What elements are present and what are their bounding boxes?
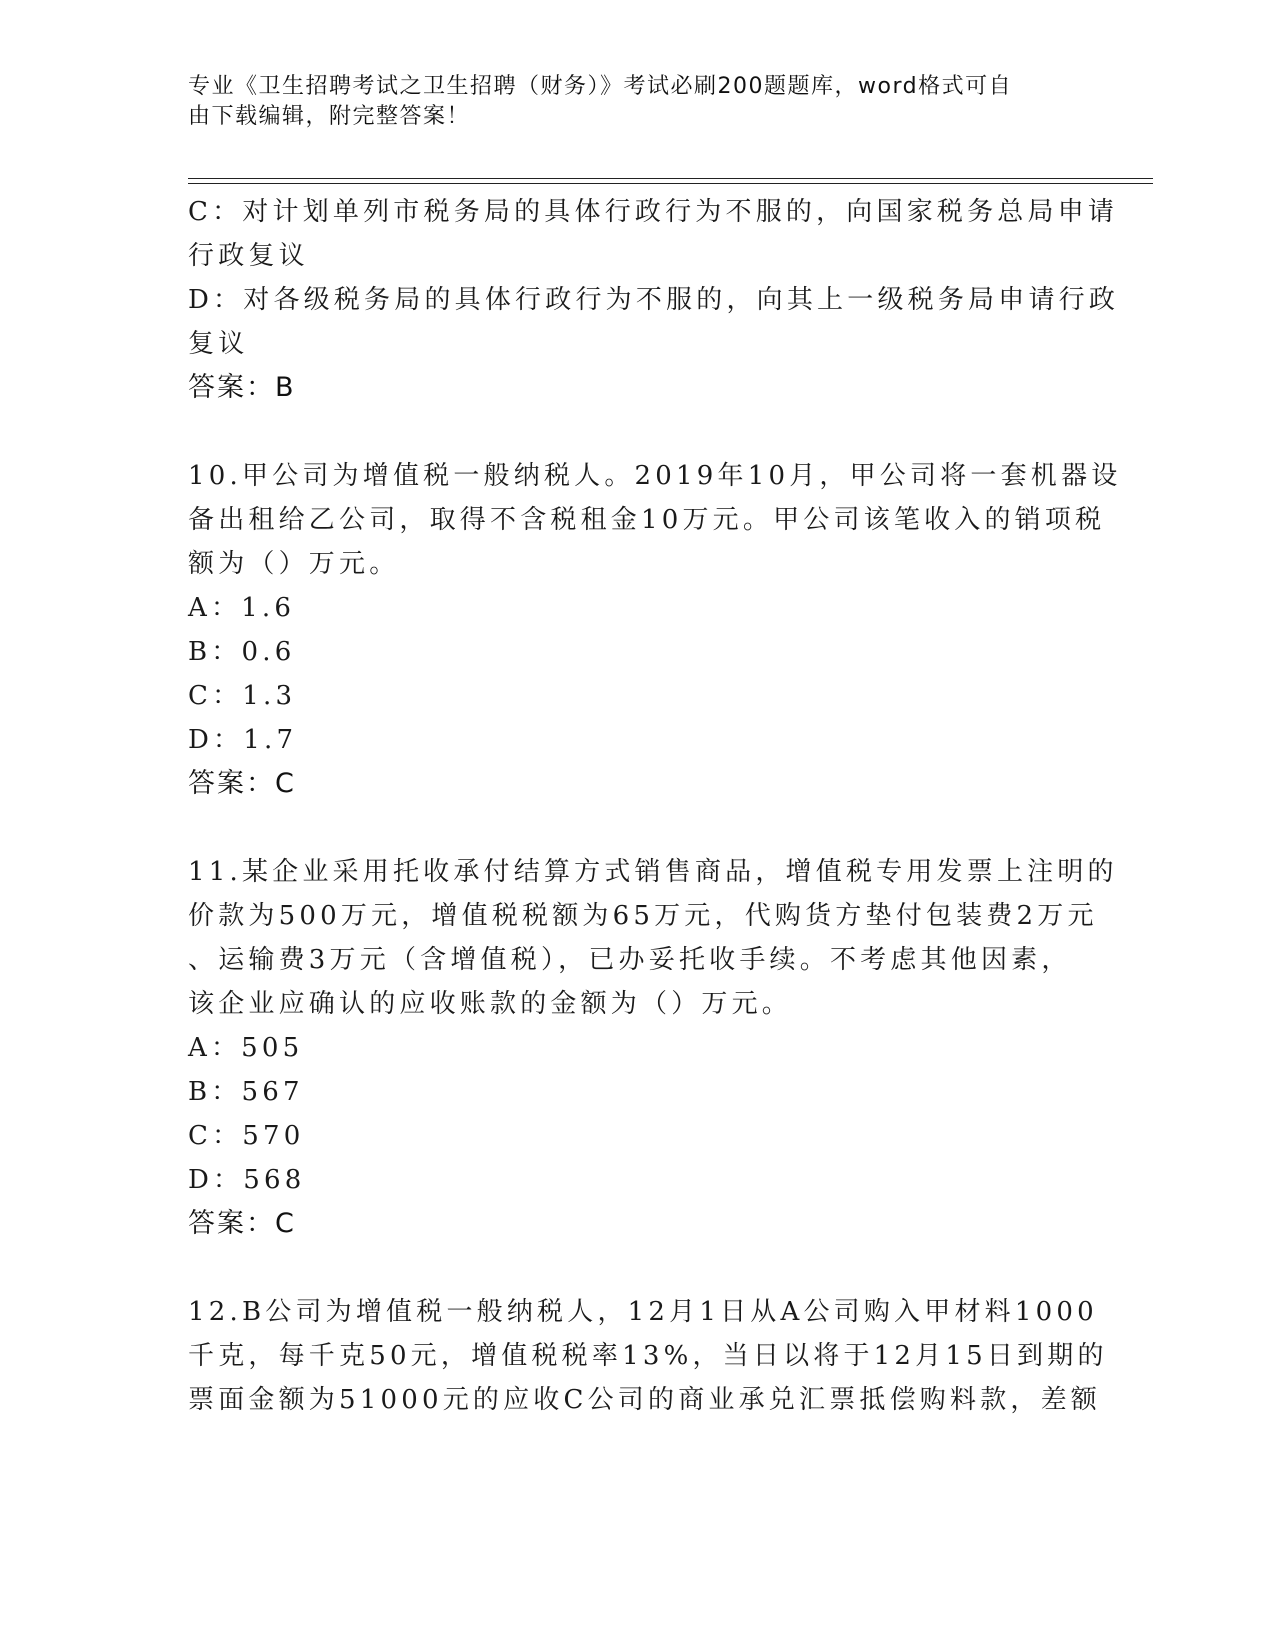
document-header <box>188 72 1068 132</box>
q10-answer: 答案：C <box>188 768 296 799</box>
q9-answer: 答案：B <box>188 372 296 403</box>
header-divider-top <box>188 178 1153 179</box>
q9-option-d-line-1: D：对各级税务局的具体行政行为不服的，向其上一级税务局申请行政 <box>188 285 1120 315</box>
q9-option-c-line-2: 行政复议 <box>188 241 309 271</box>
header-line-1: 专业《卫生招聘考试之卫生招聘（财务）》考试必刷200题题库，word格式可自 <box>188 74 1013 99</box>
q11-option-c: C：570 <box>188 1121 305 1151</box>
q12-stem-line-2: 千克，每千克50元，增值税税率13%，当日以将于12月15日到期的 <box>188 1341 1108 1371</box>
q11-answer: 答案：C <box>188 1208 296 1239</box>
q11-option-a: A：505 <box>188 1033 304 1063</box>
q10-stem-line-1: 10.甲公司为增值税一般纳税人。2019年10月，甲公司将一套机器设 <box>188 461 1122 491</box>
q10-option-a: A：1.6 <box>188 593 296 623</box>
q10-option-c: C：1.3 <box>188 681 297 711</box>
q11-stem-line-2: 价款为500万元，增值税税额为65万元，代购货方垫付包装费2万元 <box>188 901 1098 931</box>
q12-stem-line-1: 12.B公司为增值税一般纳税人，12月1日从A公司购入甲材料1000 <box>188 1297 1098 1327</box>
q9-option-d-line-2: 复议 <box>188 329 249 359</box>
q10-stem-line-2: 备出租给乙公司，取得不含税租金10万元。甲公司该笔收入的销项税 <box>188 505 1106 535</box>
q10-option-d: D：1.7 <box>188 725 298 755</box>
header-divider-bottom <box>188 183 1153 184</box>
q11-option-d: D：568 <box>188 1165 306 1195</box>
q10-option-b: B：0.6 <box>188 637 296 667</box>
q11-option-b: B：567 <box>188 1077 304 1107</box>
q9-option-c-line-1: C：对计划单列市税务局的具体行政行为不服的，向国家税务总局申请 <box>188 197 1119 227</box>
q12-stem-line-3: 票面金额为51000元的应收C公司的商业承兑汇票抵偿购料款，差额 <box>188 1385 1102 1415</box>
header-line-2: 由下载编辑，附完整答案！ <box>188 104 471 129</box>
q11-stem-line-3: 、运输费3万元（含增值税），已办妥托收手续。不考虑其他因素， <box>188 945 1072 975</box>
q11-stem-line-4: 该企业应确认的应收账款的金额为（）万元。 <box>188 989 793 1019</box>
q10-stem-line-3: 额为（）万元。 <box>188 549 400 579</box>
q11-stem-line-1: 11.某企业采用托收承付结算方式销售商品，增值税专用发票上注明的 <box>188 857 1118 887</box>
